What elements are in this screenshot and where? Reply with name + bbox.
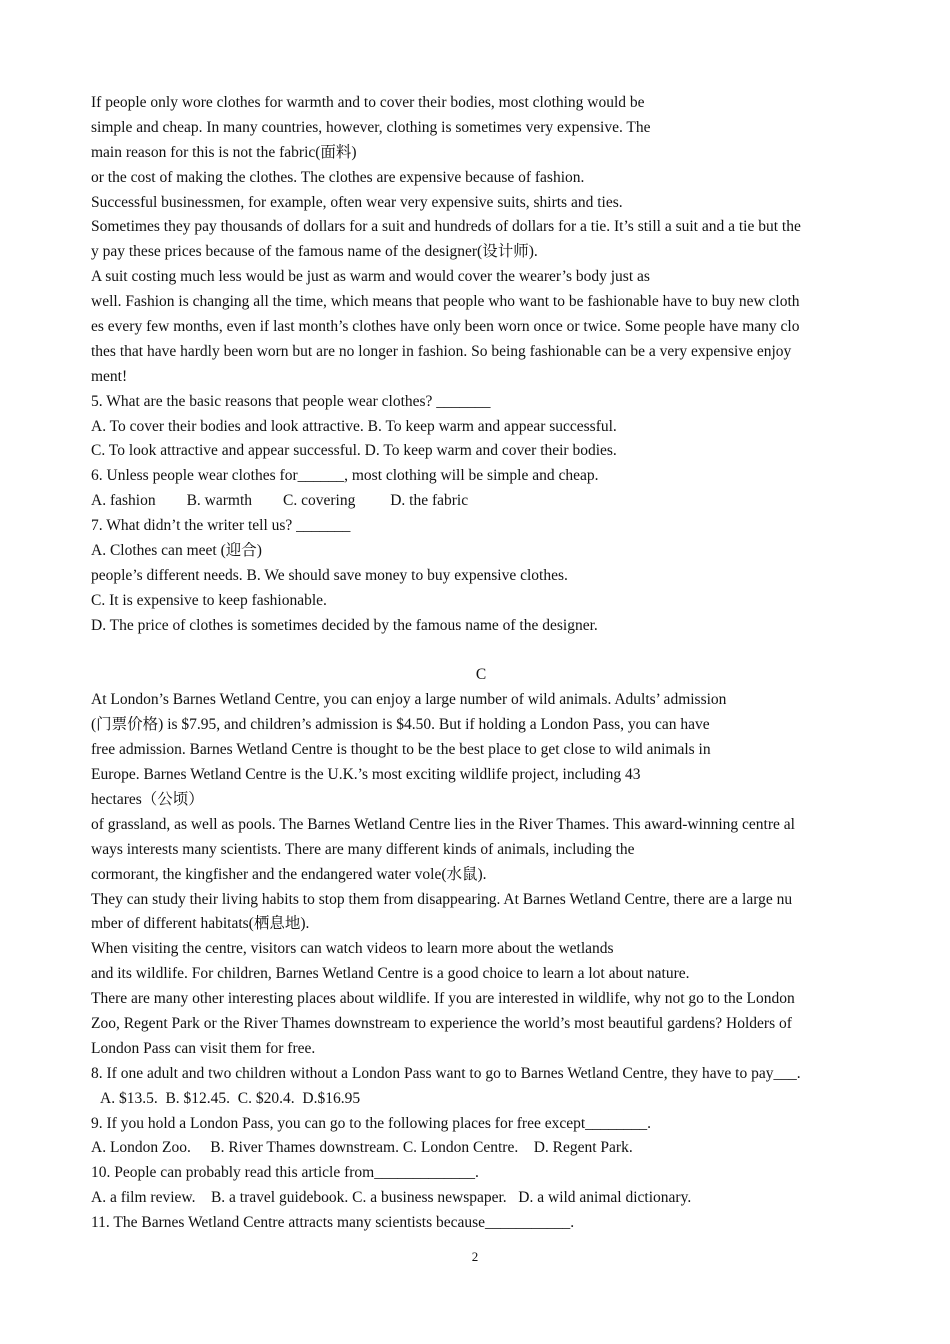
question-10: 10. People can probably read this article from_____________. — [91, 1164, 479, 1182]
passage-line: hectares（公顷） — [91, 790, 204, 808]
question-5-options-cd: C. To look attractive and appear successful. D. To keep warm and cover their bodies. — [91, 442, 617, 460]
passage-line: London Pass can visit them for free. — [91, 1039, 316, 1057]
passage-line: and its wildlife. For children, Barnes Wetland Centre is a good choice to learn a lot about nature. — [91, 965, 690, 983]
question-5: 5. What are the basic reasons that people wear clothes? _______ — [91, 392, 491, 410]
document-page — [91, 91, 871, 1236]
question-7-option-a-b: people’s different needs. B. We should save money to buy expensive clothes. — [91, 566, 568, 584]
passage-line: Sometimes they pay thousands of dollars for a suit and hundreds of dollars for a tie. It’s still a suit and a tie but the — [91, 218, 801, 236]
passage-line: There are many other interesting places about wildlife. If you are interested in wildlife, why not go to the London — [91, 990, 795, 1008]
section-heading: C — [475, 666, 487, 684]
question-6: 6. Unless people wear clothes for______, most clothing will be simple and cheap. — [91, 467, 599, 485]
passage-line: simple and cheap. In many countries, however, clothing is sometimes very expensive. The — [91, 118, 651, 136]
questions-c — [91, 1062, 871, 1236]
question-10-options: A. a film review. B. a travel guidebook. C. a business newspaper. D. a wild animal dictionary. — [91, 1189, 692, 1207]
passage-line: es every few months, even if last month’s clothes have only been worn once or twice. Some people have many clo — [91, 318, 800, 336]
question-9: 9. If you hold a London Pass, you can go to the following places for free except________. — [91, 1114, 652, 1132]
question-7: 7. What didn’t the writer tell us? _______ — [91, 517, 351, 535]
passage-line: They can study their living habits to stop them from disappearing. At Barnes Wetland Centre, there are a large nu — [91, 890, 793, 908]
passage-b — [91, 91, 871, 390]
passage-c — [91, 688, 871, 1061]
passage-line: free admission. Barnes Wetland Centre is thought to be the best place to get close to wild animals in — [91, 741, 711, 759]
question-7-option-c: C. It is expensive to keep fashionable. — [91, 591, 327, 609]
question-7-option-d: D. The price of clothes is sometimes decided by the famous name of the designer. — [91, 616, 598, 634]
page-number: 2 — [471, 1249, 479, 1264]
passage-line: ways interests many scientists. There are many different kinds of animals, including the — [91, 840, 635, 858]
passage-line: Zoo, Regent Park or the River Thames downstream to experience the world’s most beautiful gardens? Holders of — [91, 1014, 792, 1032]
passage-line: mber of different habitats(栖息地). — [91, 915, 310, 933]
question-9-options: A. London Zoo. B. River Thames downstream. C. London Centre. D. Regent Park. — [91, 1139, 633, 1157]
questions-b — [91, 390, 871, 639]
blank-spacer — [91, 639, 871, 664]
passage-line: thes that have hardly been worn but are no longer in fashion. So being fashionable can be a very expensive enjoy — [91, 342, 792, 360]
question-5-options-ab: A. To cover their bodies and look attractive. B. To keep warm and appear successful. — [91, 417, 617, 435]
passage-line: If people only wore clothes for warmth and to cover their bodies, most clothing would be — [91, 94, 645, 111]
passage-line: of grassland, as well as pools. The Barnes Wetland Centre lies in the River Thames. This award-winning centre al — [91, 815, 795, 833]
question-11: 11. The Barnes Wetland Centre attracts many scientists because___________. — [91, 1214, 575, 1232]
passage-line: or the cost of making the clothes. The clothes are expensive because of fashion. — [91, 168, 585, 186]
passage-line: main reason for this is not the fabric(面料) — [91, 143, 357, 161]
passage-line: Europe. Barnes Wetland Centre is the U.K.’s most exciting wildlife project, including 43 — [91, 766, 641, 784]
passage-line: well. Fashion is changing all the time, which means that people who want to be fashionable have to buy new cloth — [91, 293, 800, 311]
passage-line: At London’s Barnes Wetland Centre, you can enjoy a large number of wild animals. Adults’ admission — [91, 691, 727, 709]
passage-line: Successful businessmen, for example, often wear very expensive suits, shirts and ties. — [91, 193, 623, 211]
question-6-options: A. fashion B. warmth C. covering D. the fabric — [91, 492, 469, 510]
question-8-options: A. $13.5. B. $12.45. C. $20.4. D.$16.95 — [100, 1089, 361, 1107]
passage-line: cormorant, the kingfisher and the endangered water vole(水鼠). — [91, 865, 487, 883]
passage-line: A suit costing much less would be just as warm and would cover the wearer’s body just as — [91, 268, 650, 286]
question-7-option-a: A. Clothes can meet (迎合) — [91, 542, 262, 560]
question-8: 8. If one adult and two children without a London Pass want to go to Barnes Wetland Centre, they have to pay___. — [91, 1064, 801, 1082]
passage-line: y pay these prices because of the famous name of the designer(设计师). — [91, 243, 538, 261]
passage-line: ment! — [91, 367, 128, 385]
passage-line: When visiting the centre, visitors can watch videos to learn more about the wetlands — [91, 940, 614, 958]
passage-line: (门票价格) is $7.95, and children’s admission is $4.50. But if holding a London Pass, you can have — [91, 716, 710, 734]
